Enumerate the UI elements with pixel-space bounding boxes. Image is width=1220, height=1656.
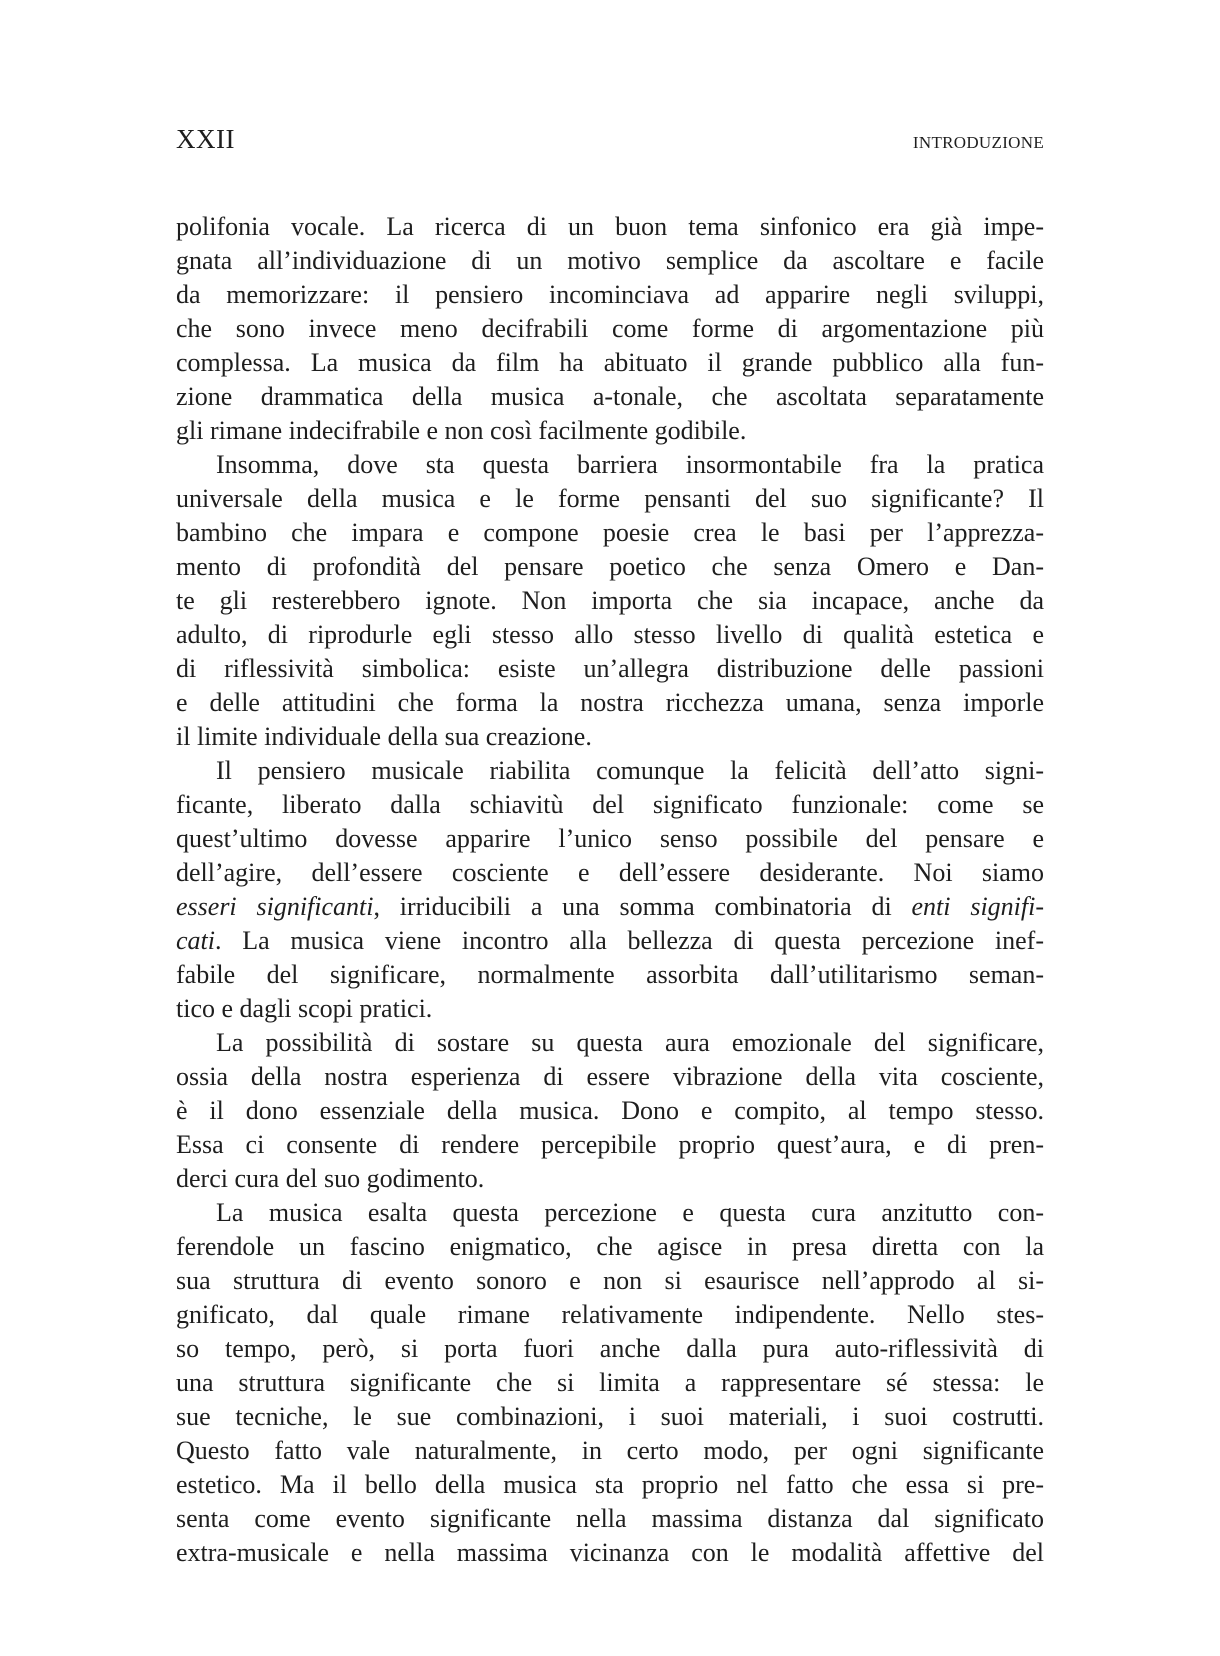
text-line: zione drammatica della musica a-tonale, che ascoltata separatamente bbox=[176, 382, 1044, 411]
text-line: Essa ci consente di rendere percepibile proprio quest’aura, e di pren- bbox=[176, 1130, 1044, 1159]
text-line: fabile del significare, normalmente assorbita dall’utilitarismo seman- bbox=[176, 960, 1044, 989]
text-line: universale della musica e le forme pensanti del suo significante? Il bbox=[176, 484, 1044, 513]
text-line: ferendole un fascino enigmatico, che agisce in presa diretta con la bbox=[176, 1232, 1044, 1261]
text-line: quest’ultimo dovesse apparire l’unico senso possibile del pensare e bbox=[176, 824, 1044, 853]
text-segment: . La musica viene incontro alla bellezza di questa percezione inef- bbox=[215, 926, 1044, 955]
paragraph-5 bbox=[176, 1196, 1044, 1570]
text-line: La possibilità di sostare su questa aura emozionale del significare, bbox=[216, 1028, 1044, 1057]
text-line: da memorizzare: il pensiero incominciava ad apparire negli sviluppi, bbox=[176, 280, 1044, 309]
text-line: tico e dagli scopi pratici. bbox=[176, 994, 433, 1023]
text-line: estetico. Ma il bello della musica sta proprio nel fatto che essa si pre- bbox=[176, 1470, 1044, 1499]
text-line: derci cura del suo godimento. bbox=[176, 1164, 485, 1193]
text-line-italic bbox=[176, 924, 1044, 958]
text-line: mento di profondità del pensare poetico che senza Omero e Dan- bbox=[176, 552, 1044, 581]
text-line: Questo fatto vale naturalmente, in certo modo, per ogni significante bbox=[176, 1436, 1044, 1465]
text-line: e delle attitudini che forma la nostra ricchezza umana, senza imporle bbox=[176, 688, 1044, 717]
text-line: ficante, liberato dalla schiavitù del significato funzionale: come se bbox=[176, 790, 1044, 819]
text-line: sue tecniche, le sue combinazioni, i suoi materiali, i suoi costrutti. bbox=[176, 1402, 1044, 1431]
text-line: senta come evento significante nella massima distanza dal significato bbox=[176, 1504, 1044, 1533]
paragraph-1 bbox=[176, 210, 1044, 448]
text-line-italic bbox=[176, 890, 1044, 924]
paragraph-2 bbox=[176, 448, 1044, 754]
text-line: sua struttura di evento sonoro e non si esaurisce nell’approdo al si- bbox=[176, 1266, 1044, 1295]
paragraph-3 bbox=[176, 754, 1044, 1026]
text-line: La musica esalta questa percezione e questa cura anzitutto con- bbox=[216, 1198, 1044, 1227]
text-line: una struttura significante che si limita a rappresentare sé stessa: le bbox=[176, 1368, 1044, 1397]
text-line: gnificato, dal quale rimane relativamente indipendente. Nello stes- bbox=[176, 1300, 1044, 1329]
italic-phrase: cati bbox=[176, 926, 215, 955]
text-line: che sono invece meno decifrabili come forme di argomentazione più bbox=[176, 314, 1044, 343]
page-number: XXII bbox=[176, 124, 235, 154]
text-line: adulto, di riprodurle egli stesso allo stesso livello di qualità estetica e bbox=[176, 620, 1044, 649]
paragraph-4 bbox=[176, 1026, 1044, 1196]
italic-phrase: enti signifi- bbox=[911, 892, 1044, 921]
text-line: complessa. La musica da film ha abituato il grande pubblico alla fun- bbox=[176, 348, 1044, 377]
running-title: INTRODUZIONE bbox=[912, 133, 1044, 152]
text-line: il limite individuale della sua creazione. bbox=[176, 722, 592, 751]
text-segment: , irriducibili a una somma combinatoria di bbox=[373, 892, 912, 921]
text-line: Insomma, dove sta questa barriera insormontabile fra la pratica bbox=[216, 450, 1044, 479]
page bbox=[176, 124, 1044, 1570]
text-line: dell’agire, dell’essere cosciente e dell’essere desiderante. Noi siamo bbox=[176, 858, 1044, 887]
text-line: polifonia vocale. La ricerca di un buon tema sinfonico era già impe- bbox=[176, 212, 1044, 241]
text-line: so tempo, però, si porta fuori anche dalla pura auto-riflessività di bbox=[176, 1334, 1044, 1363]
body-text bbox=[176, 210, 1044, 1570]
text-line: te gli resterebbero ignote. Non importa che sia incapace, anche da bbox=[176, 586, 1044, 615]
text-line: bambino che impara e compone poesie crea le basi per l’apprezza- bbox=[176, 518, 1044, 547]
text-line: ossia della nostra esperienza di essere vibrazione della vita cosciente, bbox=[176, 1062, 1044, 1091]
text-line: Il pensiero musicale riabilita comunque la felicità dell’atto signi- bbox=[216, 756, 1044, 785]
text-line: extra-musicale e nella massima vicinanza con le modalità affettive del bbox=[176, 1538, 1044, 1567]
text-line: è il dono essenziale della musica. Dono e compito, al tempo stesso. bbox=[176, 1096, 1044, 1125]
text-line: di riflessività simbolica: esiste un’allegra distribuzione delle passioni bbox=[176, 654, 1044, 683]
italic-phrase: esseri significanti bbox=[176, 892, 374, 921]
running-head bbox=[176, 124, 1044, 160]
text-line: gnata all’individuazione di un motivo semplice da ascoltare e facile bbox=[176, 246, 1044, 275]
text-line: gli rimane indecifrabile e non così facilmente godibile. bbox=[176, 416, 747, 445]
